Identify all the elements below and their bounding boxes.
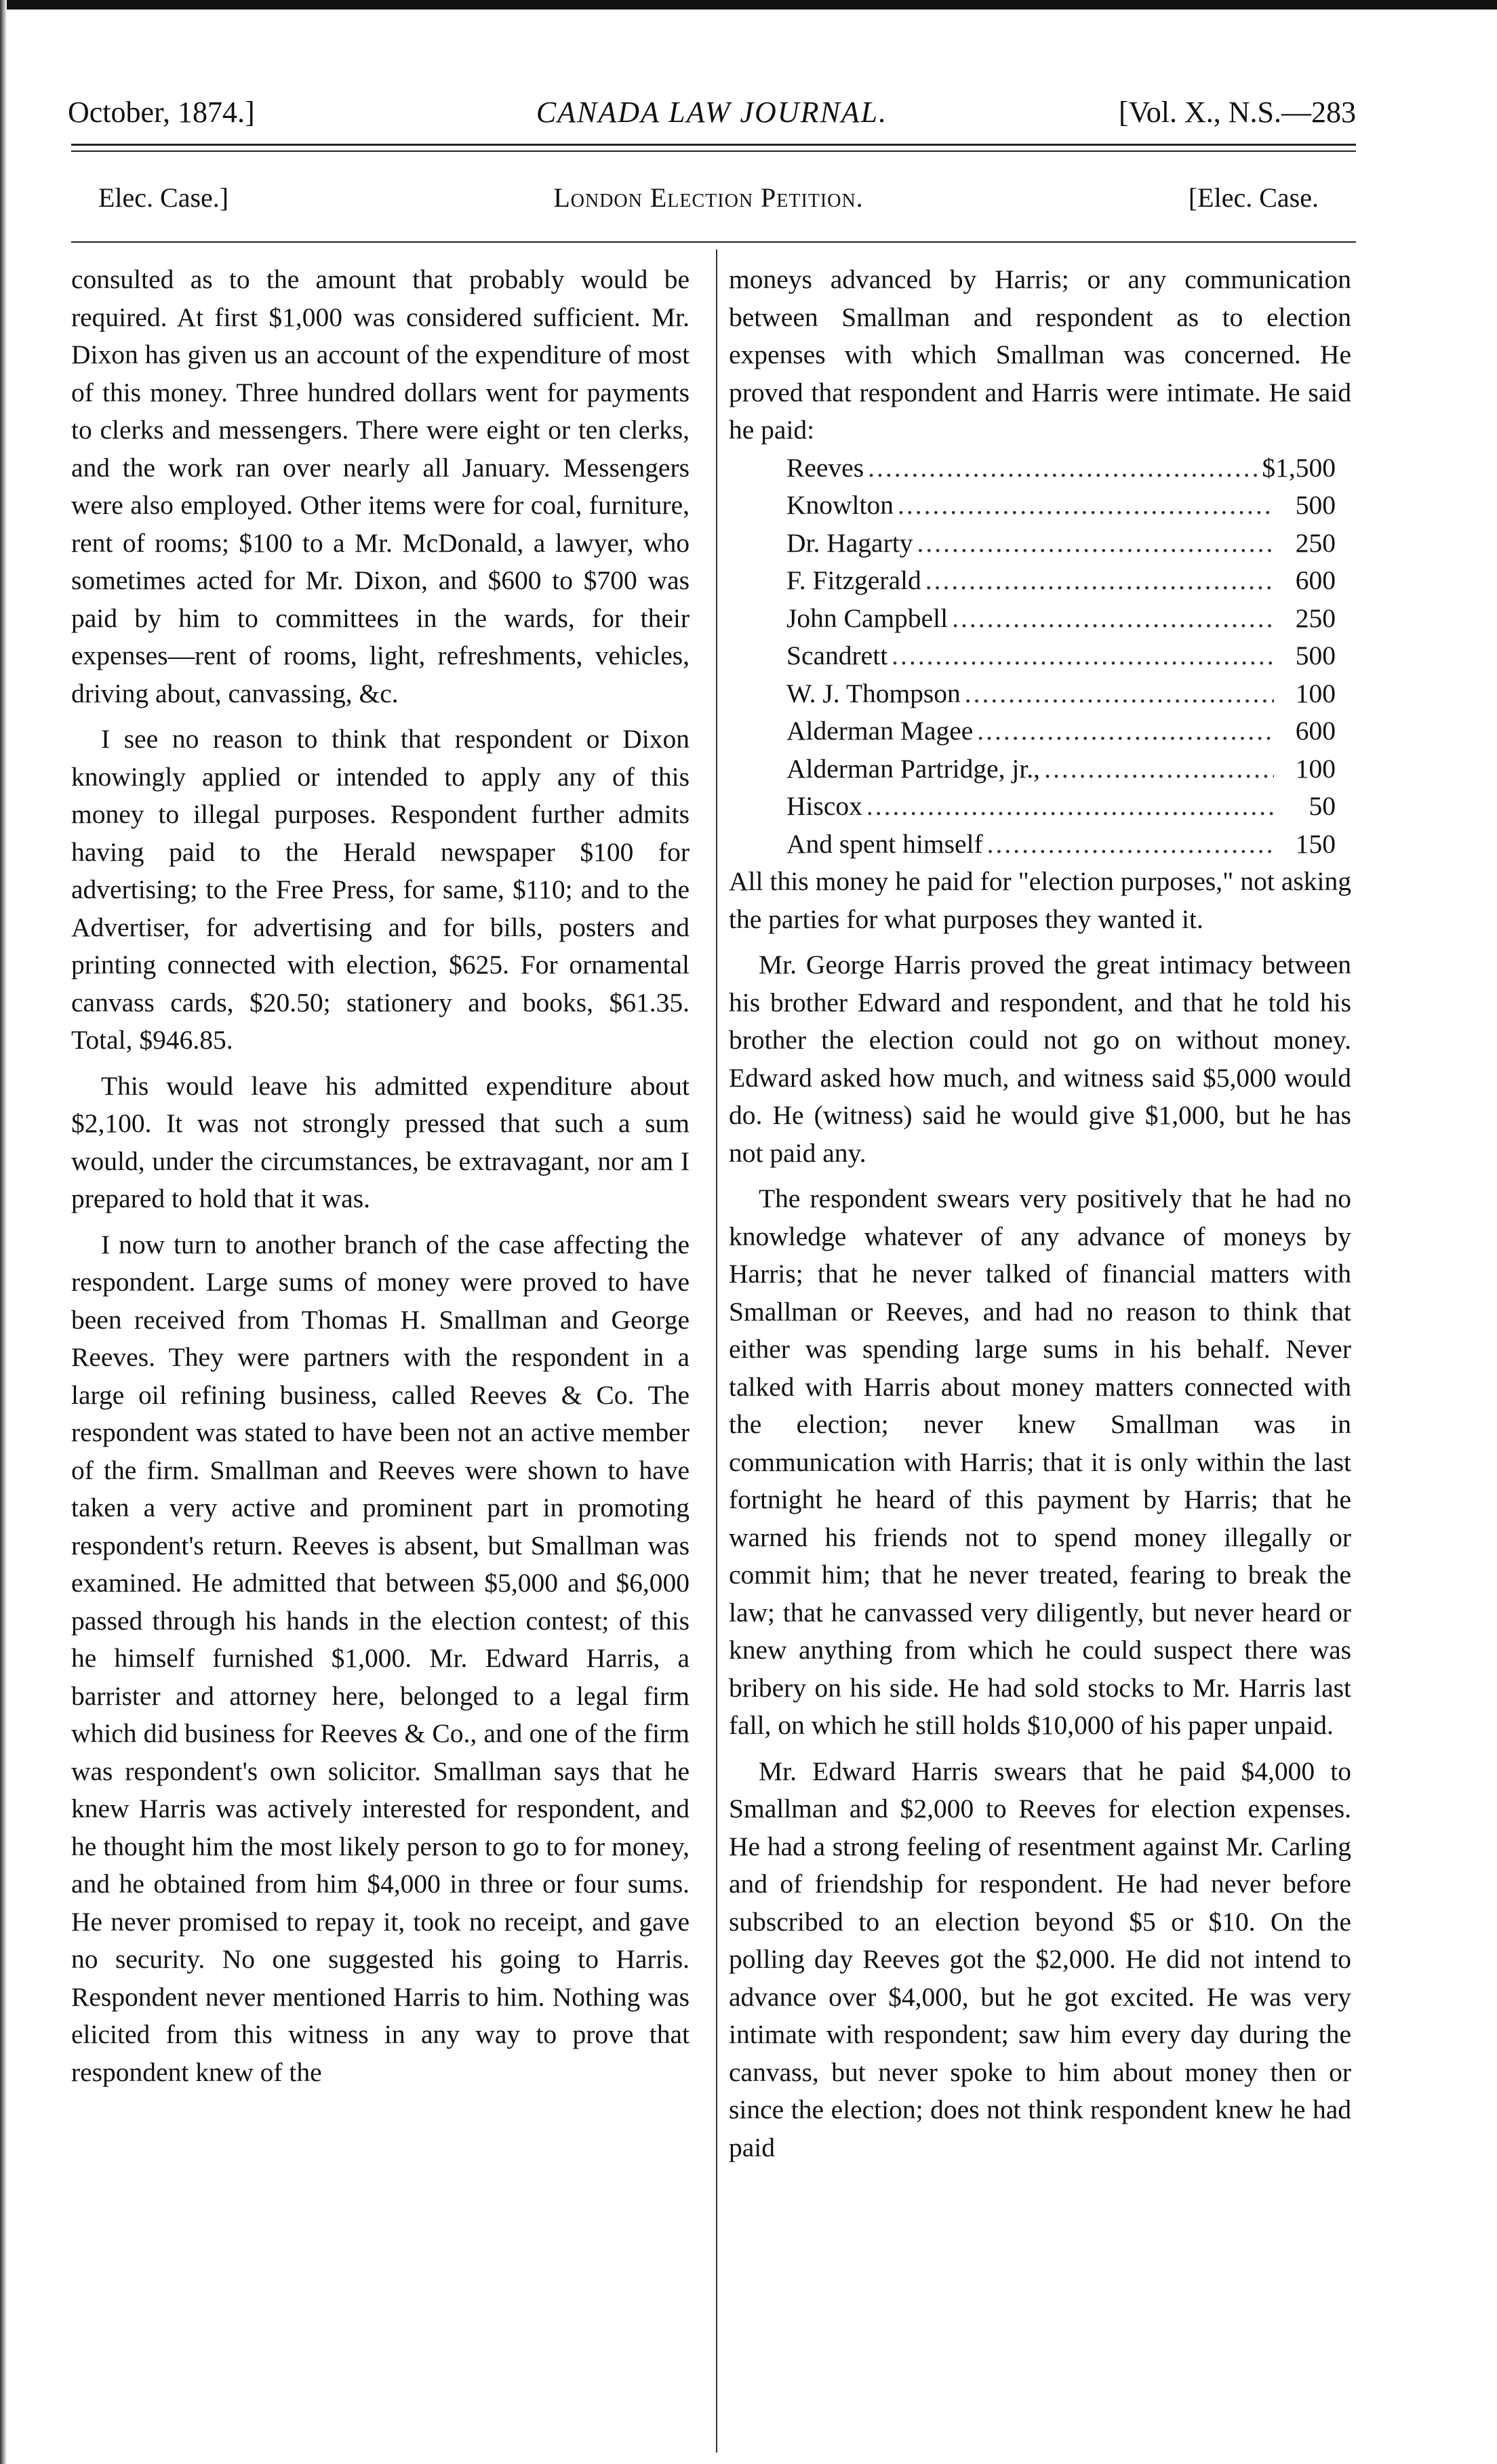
- leader-dots: [868, 449, 1258, 487]
- payment-list: [786, 449, 1336, 864]
- leader-dots: [925, 562, 1274, 600]
- paragraph: Mr. Edward Harris swears that he paid $4,000 to Smallman and $2,000 to Reeves for election expenses. He had a strong feeling of resentment against Mr. Carling and of friendship for respondent. He had never before subscribed to an election beyond $5 or $10. On the polling day Reeves got the $2,000. He did not intend to advance over $4,000, but he got excited. He was very intimate with respondent; saw him every day during the canvass, but never spoke to him about money then or since the election; does not think respondent knew he had paid: [729, 1756, 1351, 2162]
- payment-amount: 250: [1295, 527, 1336, 558]
- payment-row: [786, 826, 1336, 864]
- payment-row: [786, 449, 1336, 487]
- journal-title: CANADA LAW JOURNAL.: [536, 96, 888, 129]
- leader-dots: [952, 600, 1274, 638]
- paragraph: I now turn to another branch of the case affecting the respondent. Large sums of money were proved to have been received from Thomas H. Smallman and George Reeves. They were partners with the respondent in a large oil refining business, called Reeves & Co. The respondent was stated to have been not an active member of the firm. Smallman and Reeves were shown to have taken a very active and prominent part in promoting respondent's return. Reeves is absent, but Smallman was examined. He admitted that between $5,000 and $6,000 passed through his hands in the election contest; of this he himself furnished $1,000. Mr. Edward Harris, a barrister and attorney here, belonged to a legal firm which did business for Reeves & Co., and one of the firm was respondent's own solicitor. Smallman says that he knew Harris was actively interested for respondent, and he thought him the most likely person to go to for money, and he obtained from him $4,000 in three or four sums. He never promised to repay it, took no receipt, and gave no security. No one suggested his going to Harris. Respondent never mentioned Harris to him. Nothing was elicited from this witness in any way to prove that respondent knew of the: [71, 1229, 690, 2087]
- subheader-rule: [71, 241, 1356, 243]
- paragraph: moneys advanced by Harris; or any communication between Smallman and respondent as to election expenses with which Smallman was concerned. He proved that respondent and Harris were intimate. He said he paid:: [729, 264, 1351, 445]
- leader-dots: [917, 525, 1274, 563]
- payment-row: [786, 600, 1336, 638]
- payment-amount: 500: [1295, 490, 1336, 520]
- payment-row: [786, 525, 1336, 563]
- right-column: [729, 261, 1351, 2166]
- header-date: October, 1874.]: [68, 96, 255, 129]
- paragraph: The respondent swears very positively that he had no knowledge whatever of any advance of moneys by Harris; that he never talked of financial matters with Smallman or Reeves, and had no reason to think that either was spending large sums in his behalf. Never talked with Harris about money matters connected with the election; never knew Smallman was in communication with Harris; that it is only within the last fortnight he heard of this payment by Harris; that he warned his friends not to spend money illegally or commit him; that he never treated, fearing to break the law; that he canvassed very diligently, but never heard or knew anything from which he could suspect there was bribery on his side. He had sold stocks to Mr. Harris last fall, on which he still holds $10,000 of his paper unpaid.: [729, 1184, 1351, 1740]
- header-rule-thick: [71, 144, 1356, 146]
- leader-dots: [965, 675, 1274, 713]
- payment-amount: $1,500: [1262, 452, 1336, 483]
- volume-page-number: [Vol. X., N.S.—283: [1118, 96, 1356, 129]
- payment-row: [786, 562, 1336, 600]
- leader-dots: [892, 637, 1274, 675]
- payment-amount: 600: [1295, 565, 1336, 595]
- paragraph: All this money he paid for "election purposes," not asking the parties for what purposes they wanted it.: [729, 866, 1351, 934]
- payment-amount: 250: [1295, 603, 1336, 633]
- leader-dots: [987, 826, 1274, 864]
- payment-amount: 50: [1309, 791, 1336, 821]
- payment-amount: 100: [1295, 753, 1336, 784]
- payee-name: Knowlton: [786, 490, 894, 520]
- paragraph: This would leave his admitted expenditure about $2,100. It was not strongly pressed that such a sum would, under the circumstances, be extravagant, nor am I prepared to hold that it was.: [71, 1070, 690, 1213]
- payment-amount: 600: [1295, 716, 1336, 746]
- leader-dots: [1044, 750, 1274, 788]
- payee-name: W. J. Thompson: [786, 678, 961, 708]
- leader-dots: [898, 487, 1274, 525]
- payee-name: Reeves: [786, 452, 864, 483]
- payment-row: [786, 750, 1336, 788]
- header-rule-thin: [71, 150, 1356, 152]
- case-type-right: [Elec. Case.: [1188, 182, 1319, 213]
- case-title: London Election Petition.: [553, 182, 864, 213]
- payee-name: Dr. Hagarty: [786, 527, 913, 558]
- payment-row: [786, 487, 1336, 525]
- case-header: [98, 182, 1319, 220]
- payee-name: And spent himself: [786, 828, 983, 859]
- payee-name: Alderman Magee: [786, 716, 974, 746]
- payment-row: [786, 712, 1336, 750]
- paragraph: I see no reason to think that respondent or Dixon knowingly applied or intended to apply any of this money to illegal purposes. Respondent further admits having paid to the Herald newspaper $100 for advertising; to the Free Press, for same, $110; and to the Advertiser, for advertising and for bills, posters and printing connected with election, $625. For ornamental canvass cards, $20.50; stationery and books, $61.35. Total, $946.85.: [71, 724, 690, 1055]
- leader-dots: [977, 712, 1274, 750]
- payee-name: John Campbell: [786, 603, 949, 633]
- page-left-edge: [0, 0, 7, 2464]
- payee-name: Hiscox: [786, 791, 862, 821]
- payment-row: [786, 675, 1336, 713]
- payee-name: Alderman Partridge, jr.,: [786, 753, 1041, 784]
- paragraph: Mr. George Harris proved the great intimacy between his brother Edward and respondent, and that he told his brother the election could not go on without money. Edward asked how much, and witness said $5,000 would do. He (witness) said he would give $1,000, but he has not paid any.: [729, 950, 1351, 1168]
- left-column: [71, 261, 690, 2091]
- payment-amount: 100: [1295, 678, 1336, 708]
- payment-amount: 150: [1295, 828, 1336, 859]
- column-divider: [716, 249, 717, 2452]
- payment-amount: 500: [1295, 641, 1336, 670]
- payee-name: Scandrett: [786, 641, 888, 670]
- payee-name: F. Fitzgerald: [786, 565, 921, 595]
- payment-row: [786, 637, 1336, 675]
- page-top-edge: [0, 0, 1497, 9]
- paragraph: consulted as to the amount that probably would be required. At first $1,000 was considered sufficient. Mr. Dixon has given us an account of the expenditure of most of this money. Three hundred dollars went for payments to clerks and messengers. There were eight or ten clerks, and the work ran over nearly all January. Messengers were also employed. Other items were for coal, furniture, rent of rooms; $100 to a Mr. McDonald, a lawyer, who sometimes acted for Mr. Dixon, and $600 to $700 was paid by him to committees in the wards, for their expenses—rent of rooms, light, refreshments, vehicles, driving about, canvassing, &c.: [71, 264, 690, 708]
- case-type-left: Elec. Case.]: [98, 182, 229, 213]
- running-header: [68, 95, 1356, 136]
- leader-dots: [866, 788, 1274, 826]
- payment-row: [786, 788, 1336, 826]
